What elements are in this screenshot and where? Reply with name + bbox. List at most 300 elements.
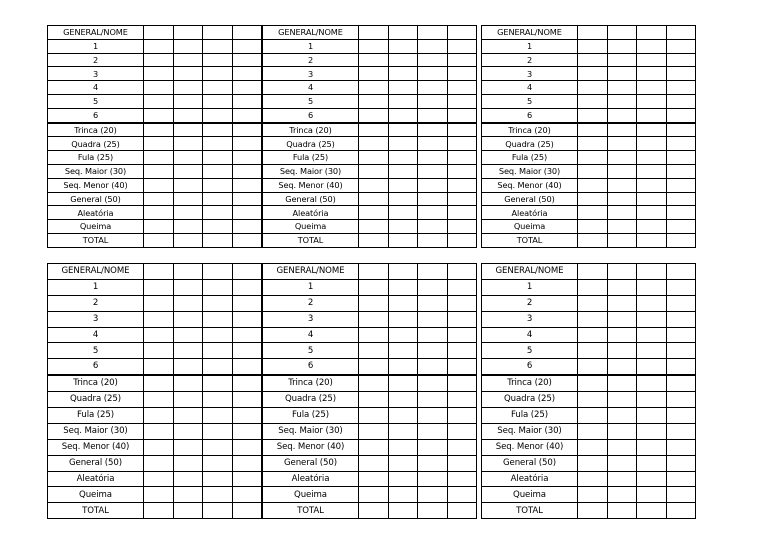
score-cell[interactable] <box>418 26 448 40</box>
score-cell[interactable] <box>388 343 418 359</box>
score-cell[interactable] <box>578 26 608 40</box>
score-cell[interactable] <box>578 455 608 471</box>
score-cell[interactable] <box>359 123 389 137</box>
score-cell[interactable] <box>637 206 667 220</box>
score-cell[interactable] <box>359 503 389 519</box>
score-cell[interactable] <box>173 503 203 519</box>
score-cell[interactable] <box>388 311 418 327</box>
score-cell[interactable] <box>607 455 637 471</box>
score-cell[interactable] <box>359 487 389 503</box>
score-cell[interactable] <box>578 392 608 408</box>
score-cell[interactable] <box>173 220 203 234</box>
score-cell[interactable] <box>637 392 667 408</box>
score-cell[interactable] <box>418 503 448 519</box>
score-cell[interactable] <box>388 151 418 165</box>
score-cell[interactable] <box>173 375 203 391</box>
score-cell[interactable] <box>359 279 389 295</box>
score-cell[interactable] <box>578 343 608 359</box>
score-cell[interactable] <box>447 178 477 192</box>
score-cell[interactable] <box>359 164 389 178</box>
score-cell[interactable] <box>388 295 418 311</box>
score-cell[interactable] <box>173 264 203 280</box>
score-cell[interactable] <box>418 359 448 375</box>
score-cell[interactable] <box>578 503 608 519</box>
score-cell[interactable] <box>578 220 608 234</box>
score-cell[interactable] <box>203 343 233 359</box>
score-cell[interactable] <box>232 408 262 424</box>
score-cell[interactable] <box>203 94 233 108</box>
score-cell[interactable] <box>144 392 174 408</box>
score-cell[interactable] <box>637 53 667 67</box>
score-cell[interactable] <box>607 359 637 375</box>
score-cell[interactable] <box>607 487 637 503</box>
score-cell[interactable] <box>666 295 696 311</box>
score-cell[interactable] <box>144 311 174 327</box>
score-cell[interactable] <box>578 233 608 247</box>
score-cell[interactable] <box>203 455 233 471</box>
score-cell[interactable] <box>173 487 203 503</box>
score-cell[interactable] <box>578 375 608 391</box>
score-cell[interactable] <box>359 67 389 81</box>
score-cell[interactable] <box>232 220 262 234</box>
score-cell[interactable] <box>666 151 696 165</box>
score-cell[interactable] <box>203 392 233 408</box>
score-cell[interactable] <box>447 264 477 280</box>
score-cell[interactable] <box>607 295 637 311</box>
score-cell[interactable] <box>359 392 389 408</box>
score-cell[interactable] <box>388 423 418 439</box>
score-cell[interactable] <box>203 108 233 122</box>
score-cell[interactable] <box>637 264 667 280</box>
score-cell[interactable] <box>578 279 608 295</box>
score-cell[interactable] <box>637 327 667 343</box>
score-cell[interactable] <box>666 26 696 40</box>
score-cell[interactable] <box>578 206 608 220</box>
score-cell[interactable] <box>173 151 203 165</box>
score-cell[interactable] <box>203 375 233 391</box>
score-cell[interactable] <box>173 233 203 247</box>
score-cell[interactable] <box>232 375 262 391</box>
score-cell[interactable] <box>232 192 262 206</box>
score-cell[interactable] <box>447 423 477 439</box>
score-cell[interactable] <box>418 343 448 359</box>
score-cell[interactable] <box>232 53 262 67</box>
score-cell[interactable] <box>578 81 608 95</box>
score-cell[interactable] <box>418 53 448 67</box>
score-cell[interactable] <box>144 206 174 220</box>
score-cell[interactable] <box>232 137 262 151</box>
score-cell[interactable] <box>144 192 174 206</box>
score-cell[interactable] <box>173 137 203 151</box>
score-cell[interactable] <box>232 439 262 455</box>
score-cell[interactable] <box>144 503 174 519</box>
score-cell[interactable] <box>637 311 667 327</box>
score-cell[interactable] <box>607 311 637 327</box>
score-cell[interactable] <box>418 220 448 234</box>
score-cell[interactable] <box>607 53 637 67</box>
score-cell[interactable] <box>359 178 389 192</box>
score-cell[interactable] <box>173 439 203 455</box>
score-cell[interactable] <box>203 26 233 40</box>
score-cell[interactable] <box>359 375 389 391</box>
score-cell[interactable] <box>418 295 448 311</box>
score-cell[interactable] <box>418 67 448 81</box>
score-cell[interactable] <box>203 264 233 280</box>
score-cell[interactable] <box>447 94 477 108</box>
score-cell[interactable] <box>578 151 608 165</box>
score-cell[interactable] <box>447 327 477 343</box>
score-cell[interactable] <box>203 164 233 178</box>
score-cell[interactable] <box>144 53 174 67</box>
score-cell[interactable] <box>666 178 696 192</box>
score-cell[interactable] <box>388 439 418 455</box>
score-cell[interactable] <box>144 295 174 311</box>
score-cell[interactable] <box>447 206 477 220</box>
score-cell[interactable] <box>203 327 233 343</box>
score-cell[interactable] <box>447 192 477 206</box>
score-cell[interactable] <box>637 279 667 295</box>
score-cell[interactable] <box>232 206 262 220</box>
score-cell[interactable] <box>607 94 637 108</box>
score-cell[interactable] <box>173 178 203 192</box>
score-cell[interactable] <box>418 392 448 408</box>
score-cell[interactable] <box>607 192 637 206</box>
score-cell[interactable] <box>388 264 418 280</box>
score-cell[interactable] <box>359 192 389 206</box>
score-cell[interactable] <box>203 503 233 519</box>
score-cell[interactable] <box>637 295 667 311</box>
score-cell[interactable] <box>144 178 174 192</box>
score-cell[interactable] <box>232 359 262 375</box>
score-cell[interactable] <box>232 94 262 108</box>
score-cell[interactable] <box>637 503 667 519</box>
score-cell[interactable] <box>666 327 696 343</box>
score-cell[interactable] <box>173 26 203 40</box>
score-cell[interactable] <box>578 408 608 424</box>
score-cell[interactable] <box>447 311 477 327</box>
score-cell[interactable] <box>144 455 174 471</box>
score-cell[interactable] <box>418 423 448 439</box>
score-cell[interactable] <box>637 178 667 192</box>
score-cell[interactable] <box>666 206 696 220</box>
score-cell[interactable] <box>578 39 608 53</box>
score-cell[interactable] <box>359 439 389 455</box>
score-cell[interactable] <box>232 39 262 53</box>
score-cell[interactable] <box>666 94 696 108</box>
score-cell[interactable] <box>173 108 203 122</box>
score-cell[interactable] <box>173 295 203 311</box>
score-cell[interactable] <box>447 137 477 151</box>
score-cell[interactable] <box>666 279 696 295</box>
score-cell[interactable] <box>144 108 174 122</box>
score-cell[interactable] <box>144 375 174 391</box>
score-cell[interactable] <box>666 375 696 391</box>
score-cell[interactable] <box>359 343 389 359</box>
score-cell[interactable] <box>388 408 418 424</box>
score-cell[interactable] <box>388 137 418 151</box>
score-cell[interactable] <box>447 343 477 359</box>
score-cell[interactable] <box>232 164 262 178</box>
score-cell[interactable] <box>607 164 637 178</box>
score-cell[interactable] <box>359 53 389 67</box>
score-cell[interactable] <box>418 408 448 424</box>
score-cell[interactable] <box>666 487 696 503</box>
score-cell[interactable] <box>203 423 233 439</box>
score-cell[interactable] <box>203 439 233 455</box>
score-cell[interactable] <box>173 53 203 67</box>
score-cell[interactable] <box>203 359 233 375</box>
score-cell[interactable] <box>447 233 477 247</box>
score-cell[interactable] <box>637 151 667 165</box>
score-cell[interactable] <box>637 164 667 178</box>
score-cell[interactable] <box>359 94 389 108</box>
score-cell[interactable] <box>447 53 477 67</box>
score-cell[interactable] <box>607 264 637 280</box>
score-cell[interactable] <box>418 39 448 53</box>
score-cell[interactable] <box>578 164 608 178</box>
score-cell[interactable] <box>666 220 696 234</box>
score-cell[interactable] <box>418 311 448 327</box>
score-cell[interactable] <box>359 455 389 471</box>
score-cell[interactable] <box>232 108 262 122</box>
score-cell[interactable] <box>637 94 667 108</box>
score-cell[interactable] <box>388 81 418 95</box>
score-cell[interactable] <box>173 343 203 359</box>
score-cell[interactable] <box>418 327 448 343</box>
score-cell[interactable] <box>607 39 637 53</box>
score-cell[interactable] <box>447 439 477 455</box>
score-cell[interactable] <box>607 233 637 247</box>
score-cell[interactable] <box>388 233 418 247</box>
score-cell[interactable] <box>447 81 477 95</box>
score-cell[interactable] <box>359 471 389 487</box>
score-cell[interactable] <box>388 206 418 220</box>
score-cell[interactable] <box>447 26 477 40</box>
score-cell[interactable] <box>447 487 477 503</box>
score-cell[interactable] <box>666 39 696 53</box>
score-cell[interactable] <box>637 487 667 503</box>
score-cell[interactable] <box>203 487 233 503</box>
score-cell[interactable] <box>359 423 389 439</box>
score-cell[interactable] <box>173 164 203 178</box>
score-cell[interactable] <box>359 311 389 327</box>
score-cell[interactable] <box>418 279 448 295</box>
score-cell[interactable] <box>144 26 174 40</box>
score-cell[interactable] <box>666 503 696 519</box>
score-cell[interactable] <box>144 81 174 95</box>
score-cell[interactable] <box>359 206 389 220</box>
score-cell[interactable] <box>418 164 448 178</box>
score-cell[interactable] <box>144 439 174 455</box>
score-cell[interactable] <box>607 220 637 234</box>
score-cell[interactable] <box>607 423 637 439</box>
score-cell[interactable] <box>203 279 233 295</box>
score-cell[interactable] <box>666 392 696 408</box>
score-cell[interactable] <box>203 220 233 234</box>
score-cell[interactable] <box>637 192 667 206</box>
score-cell[interactable] <box>232 178 262 192</box>
score-cell[interactable] <box>637 471 667 487</box>
score-cell[interactable] <box>388 123 418 137</box>
score-cell[interactable] <box>232 264 262 280</box>
score-cell[interactable] <box>144 39 174 53</box>
score-cell[interactable] <box>666 311 696 327</box>
score-cell[interactable] <box>578 471 608 487</box>
score-cell[interactable] <box>359 295 389 311</box>
score-cell[interactable] <box>388 39 418 53</box>
score-cell[interactable] <box>144 67 174 81</box>
score-cell[interactable] <box>607 26 637 40</box>
score-cell[interactable] <box>203 123 233 137</box>
score-cell[interactable] <box>173 327 203 343</box>
score-cell[interactable] <box>607 439 637 455</box>
score-cell[interactable] <box>607 178 637 192</box>
score-cell[interactable] <box>173 359 203 375</box>
score-cell[interactable] <box>418 455 448 471</box>
score-cell[interactable] <box>637 137 667 151</box>
score-cell[interactable] <box>607 67 637 81</box>
score-cell[interactable] <box>388 220 418 234</box>
score-cell[interactable] <box>203 178 233 192</box>
score-cell[interactable] <box>359 151 389 165</box>
score-cell[interactable] <box>607 151 637 165</box>
score-cell[interactable] <box>447 408 477 424</box>
score-cell[interactable] <box>578 295 608 311</box>
score-cell[interactable] <box>418 233 448 247</box>
score-cell[interactable] <box>637 408 667 424</box>
score-cell[interactable] <box>388 392 418 408</box>
score-cell[interactable] <box>578 192 608 206</box>
score-cell[interactable] <box>144 220 174 234</box>
score-cell[interactable] <box>578 137 608 151</box>
score-cell[interactable] <box>418 123 448 137</box>
score-cell[interactable] <box>173 423 203 439</box>
score-cell[interactable] <box>173 311 203 327</box>
score-cell[interactable] <box>447 220 477 234</box>
score-cell[interactable] <box>637 81 667 95</box>
score-cell[interactable] <box>637 39 667 53</box>
score-cell[interactable] <box>666 53 696 67</box>
score-cell[interactable] <box>418 375 448 391</box>
score-cell[interactable] <box>607 503 637 519</box>
score-cell[interactable] <box>232 26 262 40</box>
score-cell[interactable] <box>666 233 696 247</box>
score-cell[interactable] <box>359 408 389 424</box>
score-cell[interactable] <box>666 164 696 178</box>
score-cell[interactable] <box>144 359 174 375</box>
score-cell[interactable] <box>144 487 174 503</box>
score-cell[interactable] <box>666 67 696 81</box>
score-cell[interactable] <box>359 264 389 280</box>
score-cell[interactable] <box>418 471 448 487</box>
score-cell[interactable] <box>203 311 233 327</box>
score-cell[interactable] <box>418 81 448 95</box>
score-cell[interactable] <box>232 343 262 359</box>
score-cell[interactable] <box>607 279 637 295</box>
score-cell[interactable] <box>418 151 448 165</box>
score-cell[interactable] <box>388 359 418 375</box>
score-cell[interactable] <box>418 206 448 220</box>
score-cell[interactable] <box>637 233 667 247</box>
score-cell[interactable] <box>203 233 233 247</box>
score-cell[interactable] <box>144 423 174 439</box>
score-cell[interactable] <box>607 137 637 151</box>
score-cell[interactable] <box>232 455 262 471</box>
score-cell[interactable] <box>666 408 696 424</box>
score-cell[interactable] <box>418 487 448 503</box>
score-cell[interactable] <box>232 295 262 311</box>
score-cell[interactable] <box>388 279 418 295</box>
score-cell[interactable] <box>578 178 608 192</box>
score-cell[interactable] <box>144 137 174 151</box>
score-cell[interactable] <box>388 53 418 67</box>
score-cell[interactable] <box>447 375 477 391</box>
score-cell[interactable] <box>666 343 696 359</box>
score-cell[interactable] <box>447 279 477 295</box>
score-cell[interactable] <box>232 327 262 343</box>
score-cell[interactable] <box>666 108 696 122</box>
score-cell[interactable] <box>666 264 696 280</box>
score-cell[interactable] <box>578 123 608 137</box>
score-cell[interactable] <box>447 359 477 375</box>
score-cell[interactable] <box>666 471 696 487</box>
score-cell[interactable] <box>232 487 262 503</box>
score-cell[interactable] <box>232 151 262 165</box>
score-cell[interactable] <box>447 67 477 81</box>
score-cell[interactable] <box>203 408 233 424</box>
score-cell[interactable] <box>388 487 418 503</box>
score-cell[interactable] <box>388 108 418 122</box>
score-cell[interactable] <box>173 392 203 408</box>
score-cell[interactable] <box>578 264 608 280</box>
score-cell[interactable] <box>144 264 174 280</box>
score-cell[interactable] <box>578 439 608 455</box>
score-cell[interactable] <box>173 206 203 220</box>
score-cell[interactable] <box>203 151 233 165</box>
score-cell[interactable] <box>447 164 477 178</box>
score-cell[interactable] <box>359 39 389 53</box>
score-cell[interactable] <box>173 408 203 424</box>
score-cell[interactable] <box>203 206 233 220</box>
score-cell[interactable] <box>144 343 174 359</box>
score-cell[interactable] <box>578 359 608 375</box>
score-cell[interactable] <box>173 67 203 81</box>
score-cell[interactable] <box>359 359 389 375</box>
score-cell[interactable] <box>666 439 696 455</box>
score-cell[interactable] <box>144 164 174 178</box>
score-cell[interactable] <box>203 192 233 206</box>
score-cell[interactable] <box>447 503 477 519</box>
score-cell[interactable] <box>447 123 477 137</box>
score-cell[interactable] <box>388 471 418 487</box>
score-cell[interactable] <box>144 233 174 247</box>
score-cell[interactable] <box>388 26 418 40</box>
score-cell[interactable] <box>578 327 608 343</box>
score-cell[interactable] <box>607 108 637 122</box>
score-cell[interactable] <box>232 279 262 295</box>
score-cell[interactable] <box>666 137 696 151</box>
score-cell[interactable] <box>388 164 418 178</box>
score-cell[interactable] <box>578 67 608 81</box>
score-cell[interactable] <box>359 220 389 234</box>
score-cell[interactable] <box>359 327 389 343</box>
score-cell[interactable] <box>637 123 667 137</box>
score-cell[interactable] <box>637 26 667 40</box>
score-cell[interactable] <box>173 455 203 471</box>
score-cell[interactable] <box>359 108 389 122</box>
score-cell[interactable] <box>666 423 696 439</box>
score-cell[interactable] <box>173 471 203 487</box>
